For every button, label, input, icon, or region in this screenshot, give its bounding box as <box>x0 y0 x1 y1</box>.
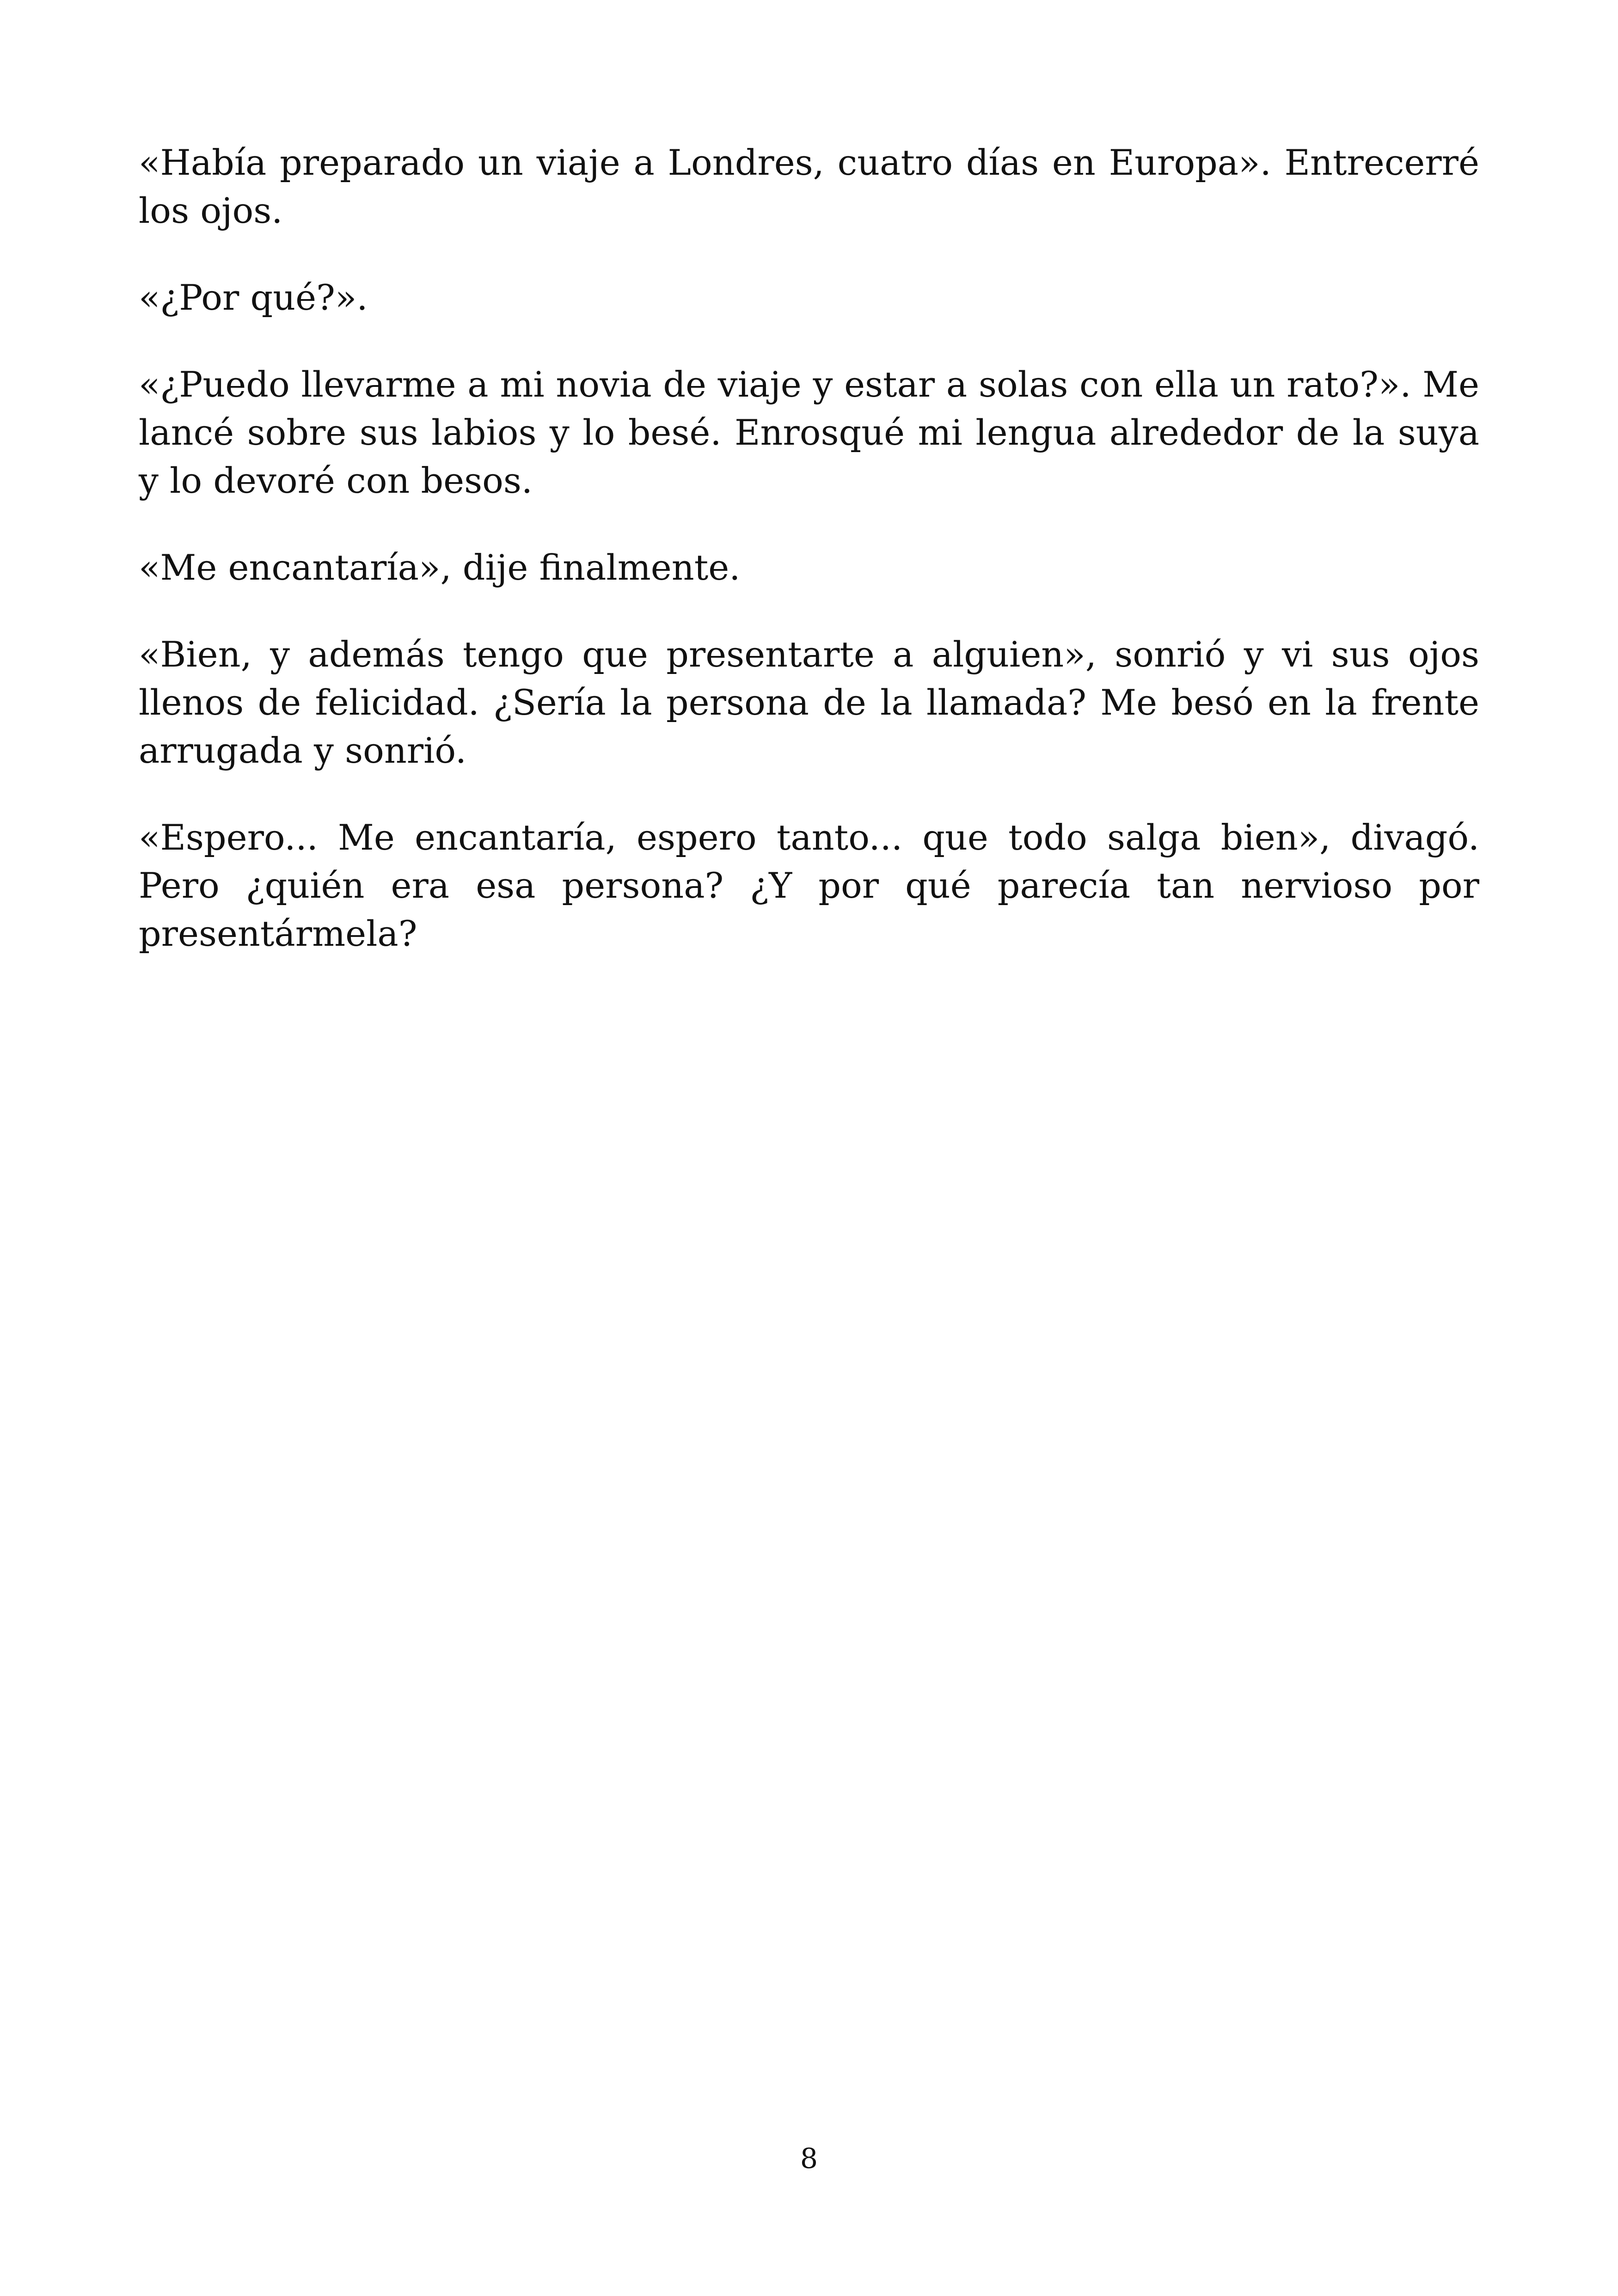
paragraph: «Me encantaría», dije finalmente. <box>139 547 741 588</box>
page-number: 8 <box>800 2143 818 2175</box>
paragraph: «Había preparado un viaje a Londres, cuatro días en Europa». Entrecerré los ojos. <box>139 142 1479 231</box>
paragraph: «Bien, y además tengo que presentarte a alguien», sonrió y vi sus ojos llenos de felicidad. ¿Sería la persona de la llamada? Me besó en la frente arrugada y sonrió. <box>139 634 1479 771</box>
paragraph: «¿Por qué?». <box>139 277 368 318</box>
paragraph: «¿Puedo llevarme a mi novia de viaje y estar a solas con ella un rato?». Me lancé sobre sus labios y lo besé. Enrosqué mi lengua alrededor de la suya y lo devoré con besos. <box>139 364 1479 501</box>
body-text <box>139 139 1479 997</box>
paragraph: «Espero... Me encantaría, espero tanto... que todo salga bien», divagó. Pero ¿quién era esa persona? ¿Y por qué parecía tan nervioso por presentármela? <box>139 817 1479 954</box>
